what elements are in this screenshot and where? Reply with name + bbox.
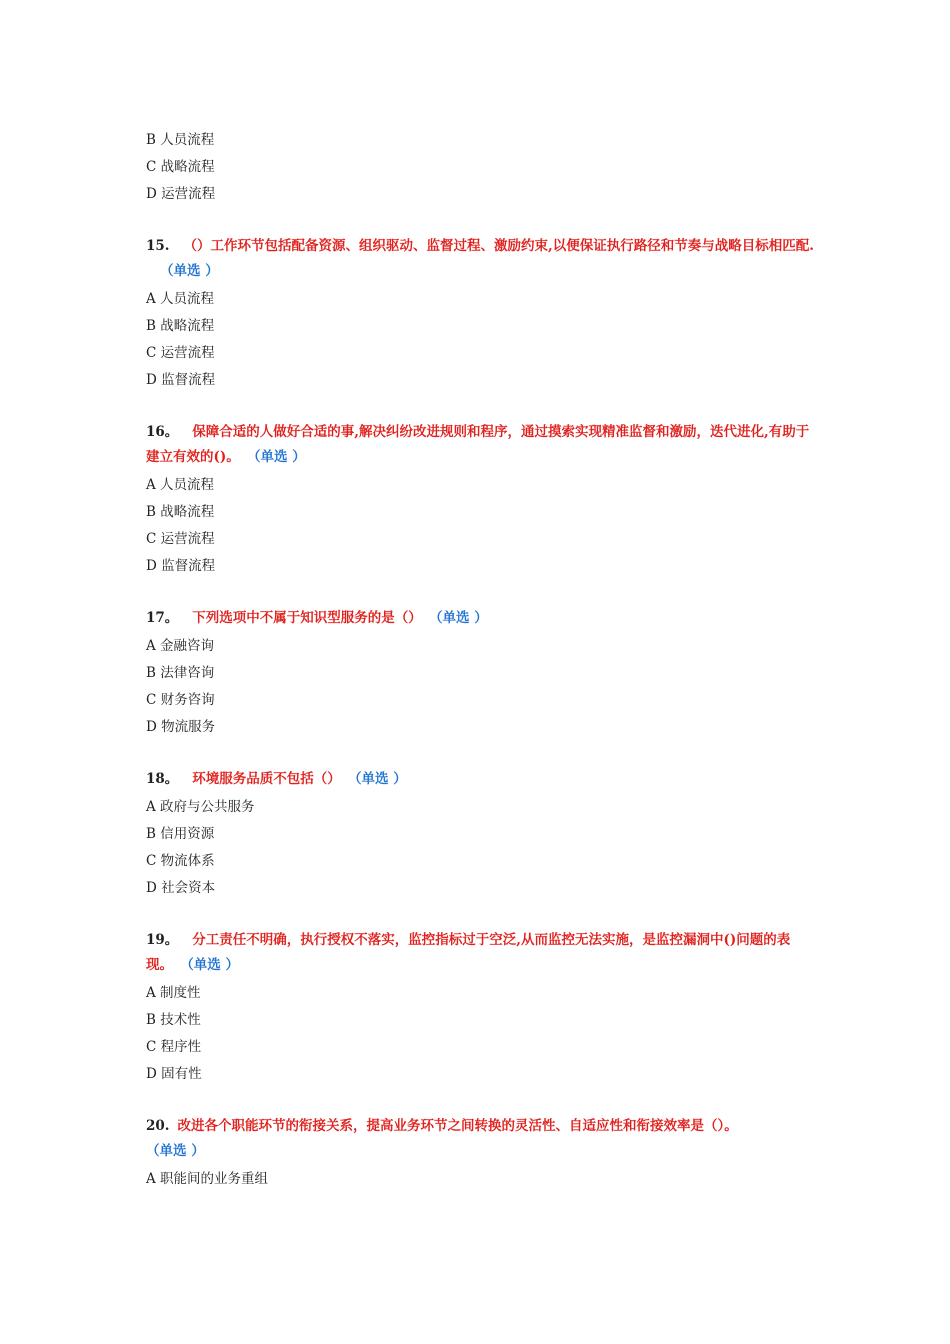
question-text: 下列选项中不属于知识型服务的是（） [192, 610, 422, 626]
option-d: D 物流服务 [146, 719, 216, 735]
question-number: 20. [146, 1118, 170, 1134]
question-type: （单选 ） [253, 449, 306, 465]
question-number: 15. [146, 238, 170, 254]
option-b: B 战略流程 [146, 318, 215, 334]
option-b: B 战略流程 [146, 504, 215, 520]
question-text: 改进各个职能环节的衔接关系，提高业务环节之间转换的灵活性、自适应性和衔接效率是（）。 [177, 1118, 738, 1134]
option-a: A 政府与公共服务 [146, 799, 255, 815]
option-c: C 程序性 [146, 1039, 202, 1055]
question-number: 16。 [146, 424, 179, 440]
question-number: 18。 [146, 771, 179, 787]
option-a: A 人员流程 [146, 477, 215, 493]
option-d: D 社会资本 [146, 880, 216, 896]
question-number: 19。 [146, 932, 179, 948]
option-c: C 运营流程 [146, 345, 215, 361]
question-number: 17。 [146, 610, 179, 626]
option-d: D 固有性 [146, 1066, 202, 1082]
option-c: C 战略流程 [146, 159, 215, 175]
option-b: B 法律咨询 [146, 665, 215, 681]
option-c: C 物流体系 [146, 853, 215, 869]
question-text: 保障合适的人做好合适的事,解决纠纷改进规则和程序，通过摸索实现精准监督和激励，迭代进化,有助于建立有效的()。 [146, 424, 810, 465]
question-type: （单选 ） [146, 1143, 205, 1159]
question-type: （单选 ） [354, 771, 407, 787]
option-a: A 金融咨询 [146, 638, 215, 654]
option-a: A 制度性 [146, 985, 201, 1001]
question-19 [146, 928, 816, 978]
option-d: D 监督流程 [146, 558, 216, 574]
question-list [146, 127, 816, 1193]
question-20 [146, 1114, 816, 1164]
option-b: B 人员流程 [146, 132, 215, 148]
question-text: 环境服务品质不包括（） [192, 771, 341, 787]
option-b: B 技术性 [146, 1012, 201, 1028]
question-text: （）工作环节包括配备资源、组织驱动、监督过程、激励约束,以便保证执行路径和节奏与战略目标相匹配. [183, 238, 814, 254]
question-17 [146, 606, 816, 631]
option-a: A 人员流程 [146, 291, 215, 307]
question-type: （单选 ） [187, 957, 239, 973]
question-text: 分工责任不明确，执行授权不落实，监控指标过于空泛,从而监控无法实施，是监控漏洞中()问题的表现。 [146, 932, 791, 973]
question-type: （单选 ） [160, 263, 219, 279]
option-c: C 财务咨询 [146, 692, 215, 708]
option-d: D 监督流程 [146, 372, 216, 388]
question-18 [146, 767, 816, 792]
question-16 [146, 420, 816, 470]
option-c: C 运营流程 [146, 531, 215, 547]
question-15 [146, 234, 816, 284]
option-d: D 运营流程 [146, 186, 216, 202]
question-type: （单选 ） [435, 610, 488, 626]
option-a: A 职能间的业务重组 [146, 1171, 269, 1187]
option-b: B 信用资源 [146, 826, 215, 842]
